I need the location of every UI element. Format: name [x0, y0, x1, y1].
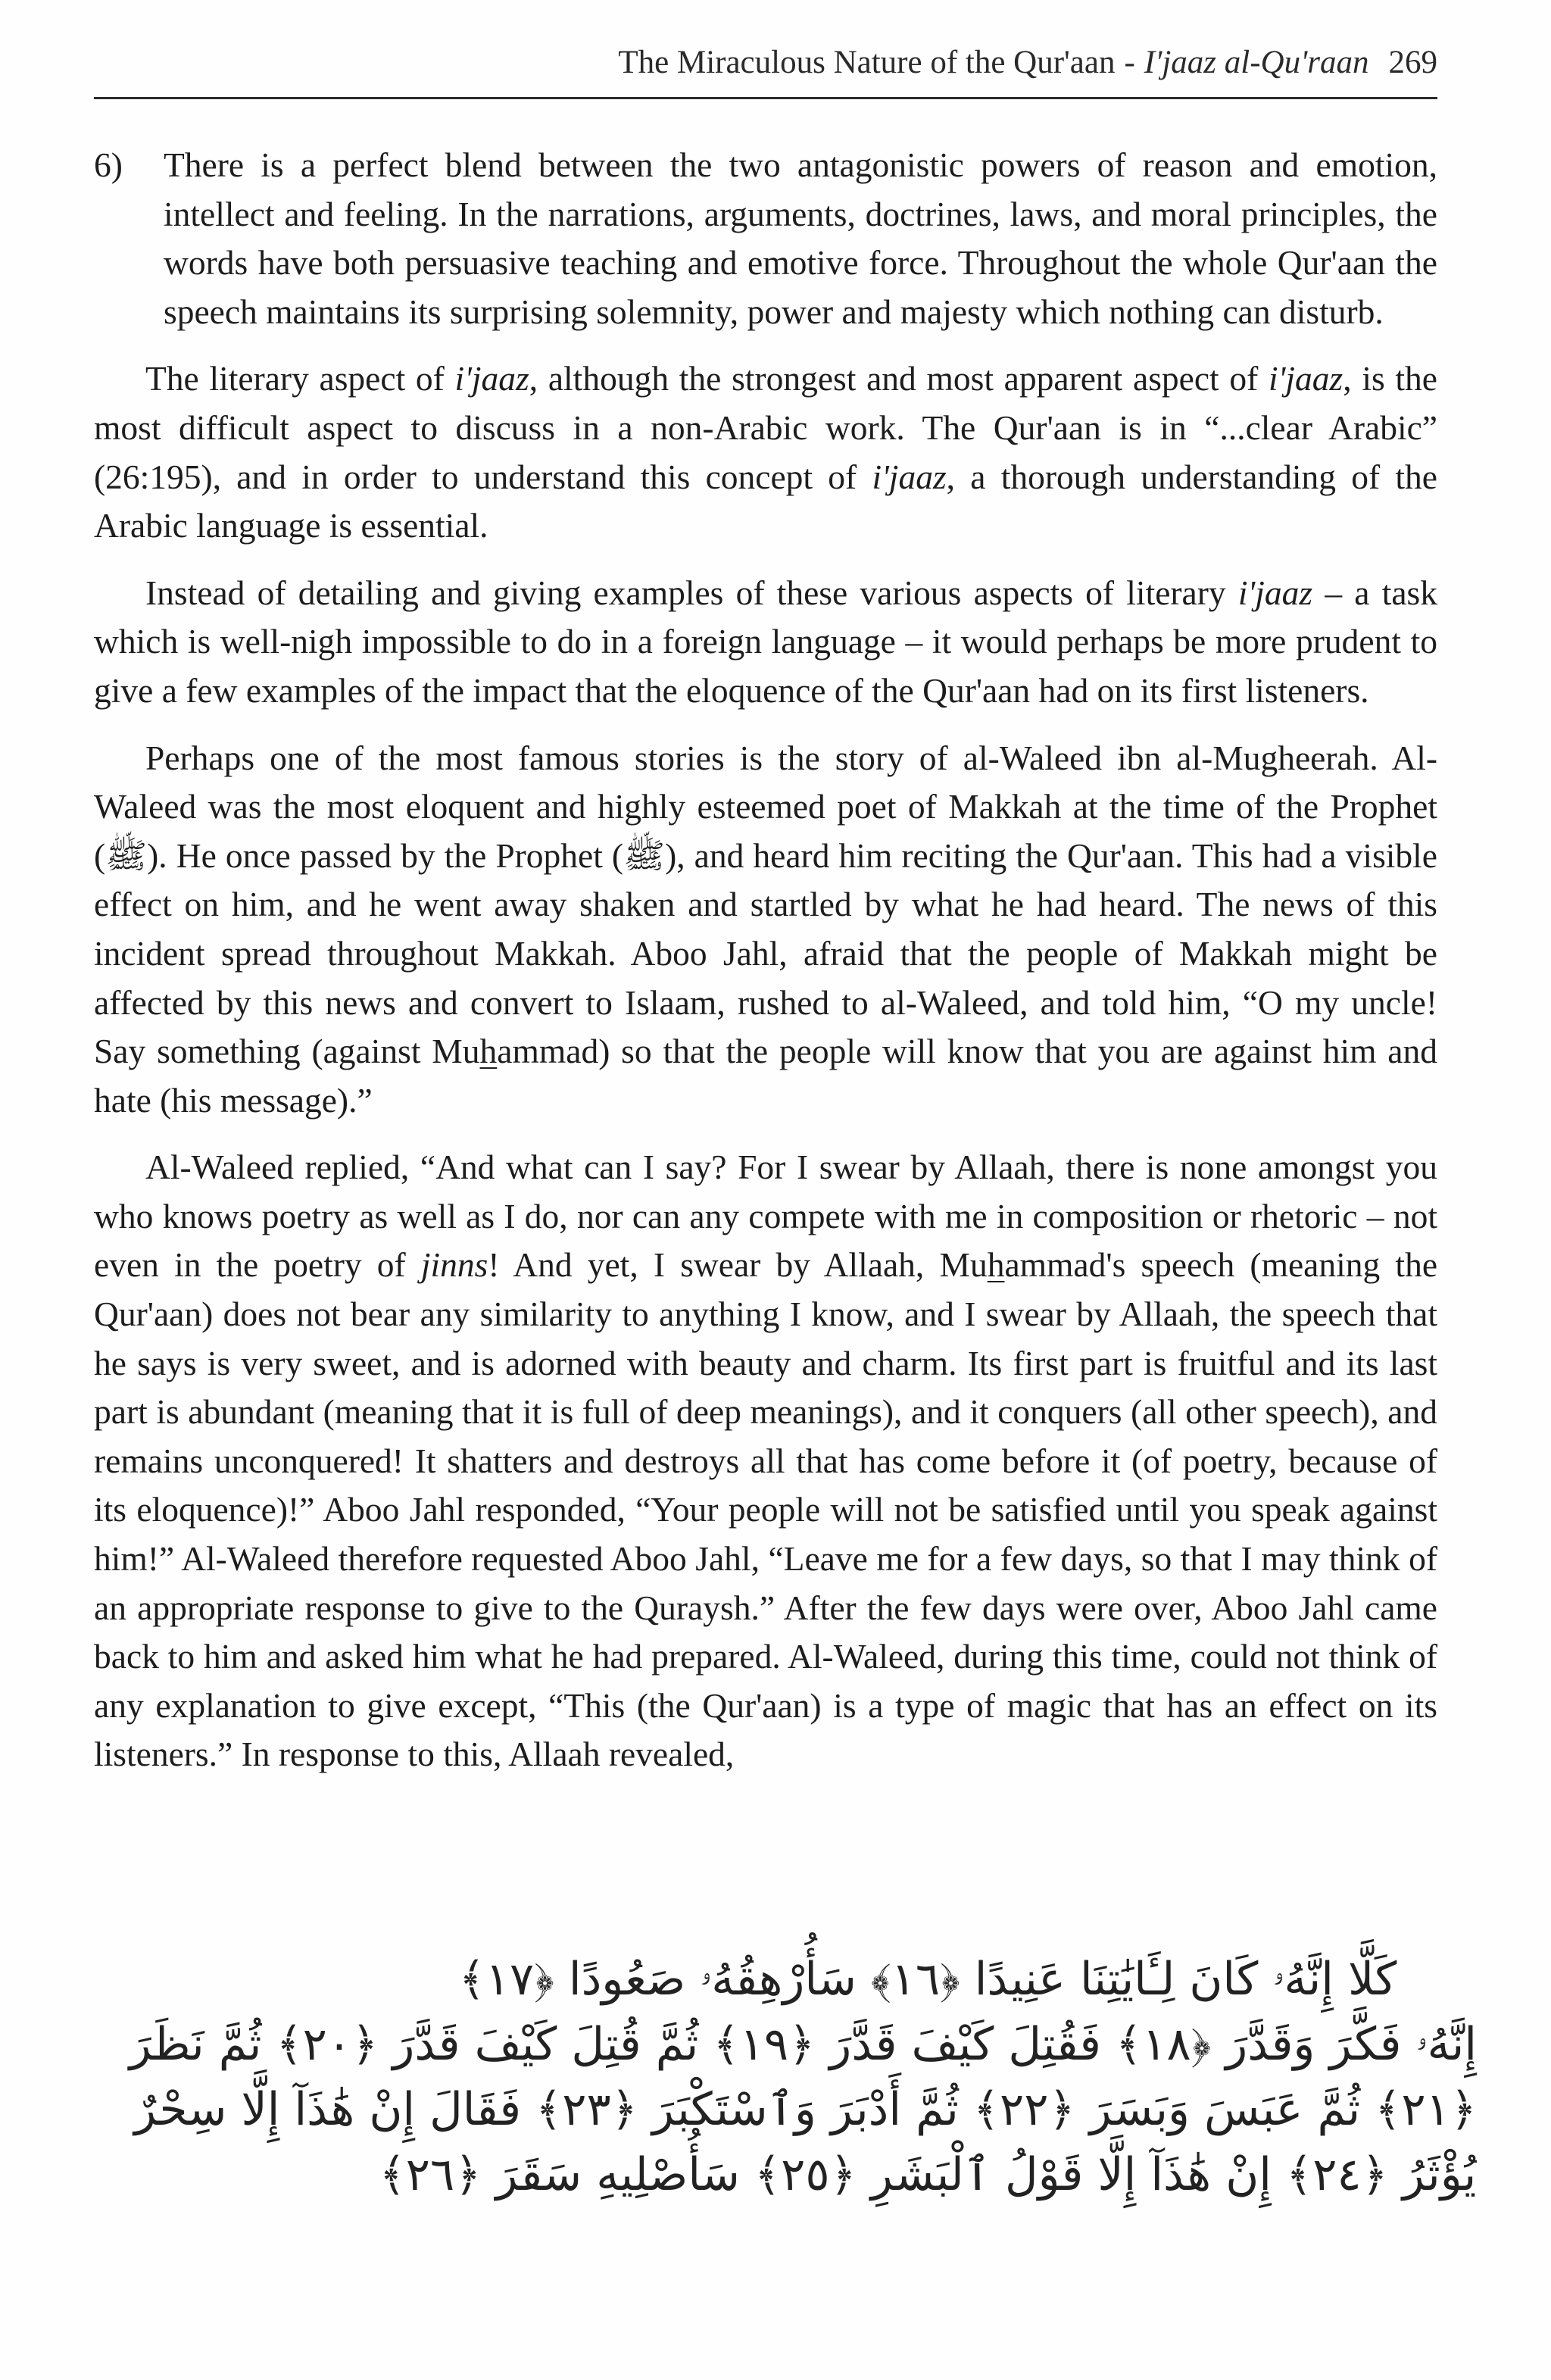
- running-head-title: The Miraculous Nature of the Qur'aan: [618, 45, 1116, 80]
- paragraph-al-waleed-reply: Al-Waleed replied, “And what can I say? For I swear by Allaah, there is none amongst you who knows poetry as well as I do, nor can any compete with me in composition or rhetoric – not even in the poetry of jinns! And yet, I swear by Allaah, Muhammad's speech (meaning the Qur'aan) does not bear any similarity to anything I know, and I swear by Allaah, the speech that he says is very sweet, and is adorned with beauty and charm. Its first part is fruitful and its last part is abundant (meaning that it is full of deep meanings), and it conquers (all other speech), and remains unconquered! It shatters and destroys all that has come before it (of poetry, because of its eloquence)!” Aboo Jahl responded, “Your people will not be satisfied until you speak against him!” Al-Waleed therefore requested Aboo Jahl, “Leave me for a few days, so that I may think of an appropriate response to give to the Quraysh.” After the few days were over, Aboo Jahl came back to him and asked him what he had prepared. Al-Waleed, during this time, could not think of any explanation to give except, “This (the Qur'aan) is a type of magic that has an effect on its listeners.” In response to this, Allaah revealed,: [94, 1148, 1438, 1774]
- list-number: 6): [94, 145, 123, 184]
- verse-line: ﴿٢١﴾ ثُمَّ عَبَسَ وَبَسَرَ ﴿٢٢﴾ ثُمَّ أَدْبَرَ وَٱسْتَكْبَرَ ﴿٢٣﴾ فَقَالَ إِنْ هَٰذَآ إِلَّا سِحْرٌ: [134, 2083, 1477, 2136]
- quran-verse-block: [129, 1947, 1477, 2207]
- paragraph-literary-aspect: The literary aspect of i'jaaz, although the strongest and most apparent aspect of i'jaaz, is the most difficult aspect to discuss in a non-Arabic work. The Qur'aan is in “...clear Arabic” (26:195), and in order to understand this concept of i'jaaz, a thorough understanding of the Arabic language is essential.: [94, 359, 1437, 545]
- page-number: 269: [1388, 45, 1437, 80]
- term-ijaaz: i'jaaz: [454, 359, 529, 398]
- paragraph-examples: Instead of detailing and giving examples of these various aspects of literary i'jaaz – a task which is well-nigh impossible to do in a foreign language – it would perhaps be more prudent to give a few examples of the impact that the eloquence of the Qur'aan had on its first listeners.: [94, 573, 1437, 710]
- verse-line: إِنَّهُۥ فَكَّرَ وَقَدَّرَ ﴿١٨﴾ فَقُتِلَ كَيْفَ قَدَّرَ ﴿١٩﴾ ثُمَّ قُتِلَ كَيْفَ قَدَّرَ ﴿٢٠﴾ ثُمَّ نَظَرَ: [129, 2018, 1477, 2071]
- verse-line: كَلَّا إِنَّهُۥ كَانَ لِـَٔايَٰتِنَا عَنِيدًا ﴿١٦﴾ سَأُرْهِقُهُۥ صَعُودًا ﴿١٧﴾: [458, 1953, 1397, 2006]
- underlined-letter: h: [987, 1245, 1005, 1285]
- paragraph-al-waleed-story: Perhaps one of the most famous stories is the story of al-Waleed ibn al-Mugheerah. Al-Waleed was the most eloquent and highly esteemed poet of Makkah at the time of the Prophet (ﷺ). He once passed by the Prophet (ﷺ), and heard him reciting the Qur'aan. This had a visible effect on him, and he went away shaken and startled by what he had heard. The news of this incident spread throughout Makkah. Aboo Jahl, afraid that the people of Makkah might be affected by this news and convert to Islaam, rushed to al-Waleed, and told him, “O my uncle! Say something (against Muhammad) so that the people will know that you are against him and hate (his message).”: [94, 738, 1437, 1120]
- term-ijaaz: i'jaaz: [1269, 359, 1343, 398]
- running-head-subtitle: I'jaaz al-Qu'raan: [1144, 45, 1369, 80]
- running-head: [94, 44, 1437, 91]
- list-item-text: There is a perfect blend between the two antagonistic powers of reason and emotion, intellect and feeling. In the narrations, arguments, doctrines, laws, and moral principles, the words have both persuasive teaching and emotive force. Throughout the whole Qur'aan the speech maintains its surprising solemnity, power and majesty which nothing can disturb.: [164, 145, 1437, 331]
- header-rule: [94, 97, 1437, 99]
- list-item-6: [94, 141, 1437, 336]
- term-ijaaz: i'jaaz: [1237, 573, 1313, 612]
- term-ijaaz: i'jaaz: [872, 457, 947, 496]
- underlined-letter: h: [479, 1032, 498, 1071]
- running-head-separator: -: [1124, 45, 1135, 80]
- term-jinns: jinns: [420, 1245, 488, 1285]
- body-text: [94, 141, 1437, 1797]
- verse-line: يُؤْثَرُ ﴿٢٤﴾ إِنْ هَٰذَآ إِلَّا قَوْلُ ٱلْبَشَرِ ﴿٢٥﴾ سَأُصْلِيهِ سَقَرَ ﴿٢٦﴾: [379, 2148, 1477, 2201]
